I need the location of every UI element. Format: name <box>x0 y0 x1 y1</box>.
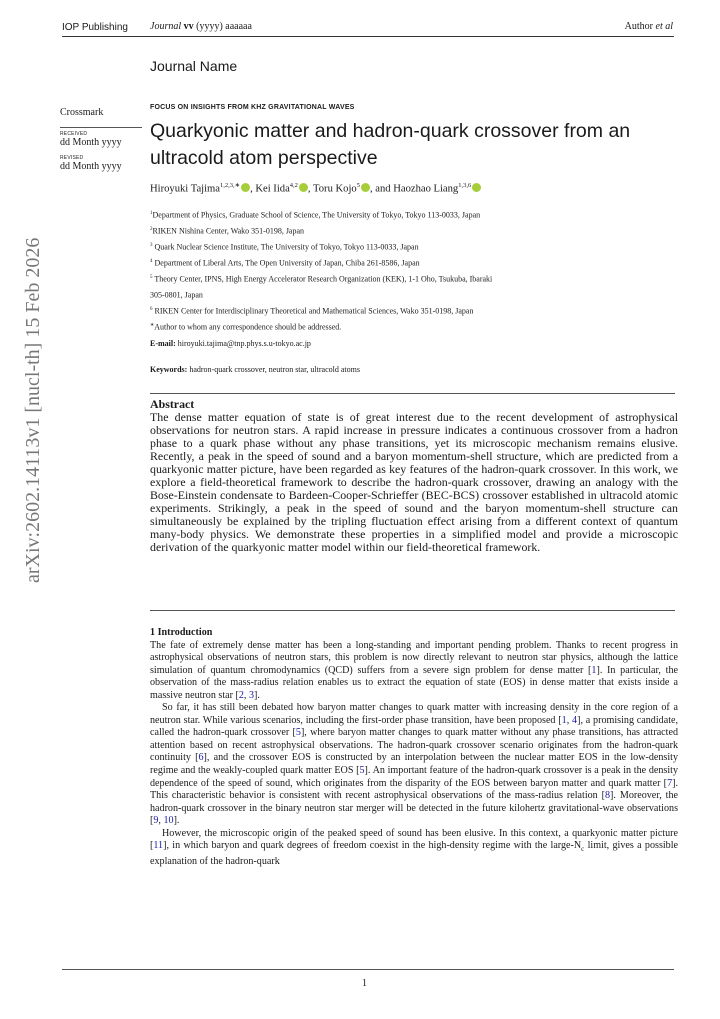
text-run: , <box>243 689 249 701</box>
affiliation-text: RIKEN Nishina Center, Wako 351-0198, Japan <box>152 226 305 236</box>
affiliation <box>150 239 680 255</box>
citation-link[interactable]: 2 <box>238 689 244 701</box>
citation-link[interactable]: 1 <box>561 714 567 726</box>
orcid-icon[interactable] <box>241 183 250 192</box>
author-sup: 1,3,6 <box>458 182 472 189</box>
citation-link[interactable]: 1 <box>591 664 597 676</box>
text-run: The fate of extremely dense matter has been a long-standing and important pending problem. Thanks to recent progress in astrophysical observations of neutron stars, this problem is now directly relevant to neutron star physics, although the lattice simulation of quantum chromodynamics (QCD) suffers from a severe sign problem for dense matter [ <box>150 639 678 676</box>
author-word: Author <box>624 21 653 32</box>
abstract-heading: Abstract <box>150 397 195 411</box>
abstract-top-rule <box>150 393 675 394</box>
keywords-label: Keywords: <box>150 365 188 374</box>
author-list <box>150 181 481 195</box>
affiliation-sup: ∗ <box>150 323 155 329</box>
text-run: , <box>566 714 573 726</box>
received-date: dd Month yyyy <box>60 137 122 148</box>
text-run: So far, it has still been debated how baryon matter changes to quark matter with increasing density in the core region of a neutron star. While various scenarios, including the first-order phase transition, have been proposed [ <box>150 702 678 726</box>
affiliation <box>150 207 680 223</box>
affiliation-text: Quark Nuclear Science Institute, The University of Tokyo, Tokyo 113-0033, Japan <box>152 242 419 252</box>
abstract <box>150 398 678 554</box>
citation-link[interactable]: 6 <box>198 752 204 764</box>
page-number: 1 <box>362 978 367 989</box>
affiliation-text: 305-0801, Japan <box>150 290 203 300</box>
arxiv-identifier: arXiv:2602.14113v1 [nucl-th] 15 Feb 2026 <box>22 237 44 583</box>
paper-title: Quarkyonic matter and hadron-quark crossover from an ultracold atom perspective <box>150 120 631 169</box>
received-label: RECEIVED <box>60 131 88 137</box>
affiliation-sup: 6 <box>150 307 153 313</box>
affiliation <box>150 223 680 239</box>
affiliation <box>150 287 680 303</box>
text-run: ]. An important feature of the hadron-quark crossover is a peak in the density dependence of the speed of sound, which originates from the disparity of the EOS between baryon matter and quark matter [ <box>150 765 678 789</box>
keywords-value: hadron-quark crossover, neutron star, ultracold atoms <box>187 365 360 374</box>
header-rule <box>62 36 674 37</box>
author-separator: , <box>250 183 256 195</box>
section-heading: 1 Introduction <box>150 627 213 638</box>
affiliation <box>150 255 680 271</box>
email-label: E-mail: <box>150 339 176 348</box>
crossmark-link[interactable]: Crossmark <box>60 107 104 118</box>
citation-link[interactable]: 7 <box>667 777 673 789</box>
affiliation-sup: 5 <box>150 275 153 281</box>
volume: vv <box>183 21 194 32</box>
citation-link[interactable]: 5 <box>359 765 365 777</box>
citation-link[interactable]: 9 <box>153 815 159 827</box>
affiliation-text: Department of Liberal Arts, The Open University of Japan, Chiba 261-8586, Japan <box>152 258 420 268</box>
author-name: Toru Kojo <box>313 183 357 195</box>
paragraph <box>150 640 678 703</box>
affiliation <box>150 271 680 287</box>
affiliation-text: Author to whom any correspondence should be addressed. <box>154 323 342 333</box>
orcid-icon[interactable] <box>472 183 481 192</box>
email-link[interactable]: hiroyuki.tajima@tnp.phys.s.u-tokyo.ac.jp <box>175 339 311 348</box>
citation-link[interactable]: 8 <box>605 790 611 802</box>
revised-date: dd Month yyyy <box>60 161 122 172</box>
subscript: c <box>581 845 585 854</box>
focus-label: FOCUS ON INSIGHTS FROM KHZ GRAVITATIONAL WAVES <box>150 104 355 111</box>
et-al: et al <box>655 21 673 32</box>
revised-label: REVISED <box>60 155 84 161</box>
running-journal <box>150 21 252 32</box>
affiliation-sup: 4 <box>150 259 153 265</box>
affiliation-sup: 3 <box>150 243 153 249</box>
affiliation-text: Department of Physics, Graduate School of Science, The University of Tokyo, Tokyo 113-0033, Japan <box>152 210 481 220</box>
author-sup: 4,2 <box>289 182 298 189</box>
author-sup: 5 <box>356 182 360 189</box>
correspondence-note <box>150 319 680 335</box>
text-run: ], in which baryon and quark degrees of freedom coexist in the high-density regime with the large-N <box>163 840 582 852</box>
keywords-line <box>150 365 360 374</box>
text-run: ], a promising candidate, called the hadron-quark crossover [ <box>150 714 678 739</box>
text-run: ]. In particular, the observation of the mass-radius relation enables us to extract the equation of state (EOS) in dense matter that exists inside a massive neutron star [ <box>150 664 679 701</box>
paragraph <box>150 828 678 869</box>
affiliation-sup: 1 <box>150 211 153 216</box>
email-line <box>150 339 311 348</box>
citation-link[interactable]: 4 <box>572 714 578 726</box>
paragraph <box>150 702 678 827</box>
author-separator: , and <box>369 183 394 195</box>
introduction-section <box>150 627 678 868</box>
text-run: limit, gives a possible explanation of the hadron-quark <box>150 840 679 867</box>
affiliation-sup: 2 <box>150 227 153 233</box>
citation-link[interactable]: 3 <box>248 689 254 701</box>
journal-name: Journal Name <box>150 58 238 74</box>
text-run: ], where baryon matter changes to quark matter without any phase transitions, has attracted attention based on recent astrophysical observations. The hadron-quark crossover scenario originates from the hadron-quark continuity [ <box>150 727 678 764</box>
affiliation <box>150 303 680 319</box>
publisher-label: IOP Publishing <box>62 22 128 33</box>
text-run: ]. <box>173 815 180 827</box>
text-run: ]. This characteristic behavior is consistent with recent astrophysical observations of the mass-radius relation [ <box>150 777 678 802</box>
text-run: , <box>158 815 164 827</box>
citation-link[interactable]: 10 <box>163 815 174 827</box>
author-name: Kei Iida <box>255 183 290 195</box>
affiliation-text: RIKEN Center for Interdisciplinary Theoretical and Mathematical Sciences, Wako 351-0198, Japan <box>152 307 474 317</box>
affiliation-list <box>150 207 680 336</box>
margin-rule <box>60 127 142 128</box>
citation-link[interactable]: 5 <box>295 727 301 739</box>
affiliation-text: Theory Center, IPNS, High Energy Accelerator Research Organization (KEK), 1-1 Oho, Tsukuba, Ibaraki <box>152 274 493 284</box>
text-run: ]. <box>254 689 260 701</box>
text-run: However, the microscopic origin of the peaked speed of sound has been elusive. In this context, a quarkyonic matter picture [ <box>150 827 678 852</box>
citation-link[interactable]: 11 <box>153 840 164 852</box>
running-author <box>625 21 673 32</box>
orcid-icon[interactable] <box>299 183 308 192</box>
footer-rule <box>62 969 674 970</box>
journal-word: Journal <box>150 21 182 32</box>
text-run: ], and the crossover EOS is constructed by an interpolation between the nuclear matter EOS in the low-density regime and the weakly-coupled quark matter EOS [ <box>150 752 678 777</box>
text-run: ]. Moreover, the hadron-quark crossover in the binary neutron star merger will be detected in the future kilohertz gravitational-wave observations [ <box>150 790 678 827</box>
author-separator: , <box>307 183 314 195</box>
abstract-text: The dense matter equation of state is of great interest due to the recent development of astrophysical observations for neutron stars. A rapid increase in pressure indicates a continuous crossover from a hadron phase to a quark phase without any phase transitions, yet its microscopic mechanism remains elusive. Recently, a peak in the speed of sound and a baryon momentum-shell structure, which are predicted from a quarkyonic matter picture, have been regarded as key features of the hadron-quark crossover. In this work, we explore a field-theoretical framework to describe the hadron-quark crossover, drawing an analogy with the Bose-Einstein condensate to Bardeen-Cooper-Schrieffer (BEC-BCS) crossover established in ultracold atomic experiments. Strikingly, a peak in the speed of sound and the baryon momentum-shell structure can simultaneously be explained by the tripling fluctuation effect arising from a different context of quantum many-body physics. We demonstrate these properties in a simplified model and provide a microscopic derivation of the quarkyonic matter model within our field-theoretical framework. <box>150 410 678 554</box>
author-sup: 1,2,3,∗ <box>219 182 241 189</box>
author-name: Haozhao Liang <box>393 183 459 195</box>
abstract-bottom-rule <box>150 610 675 611</box>
year-issue: (yyyy) aaaaaa <box>196 21 252 32</box>
orcid-icon[interactable] <box>361 183 370 192</box>
author-name: Hiroyuki Tajima <box>150 183 220 195</box>
